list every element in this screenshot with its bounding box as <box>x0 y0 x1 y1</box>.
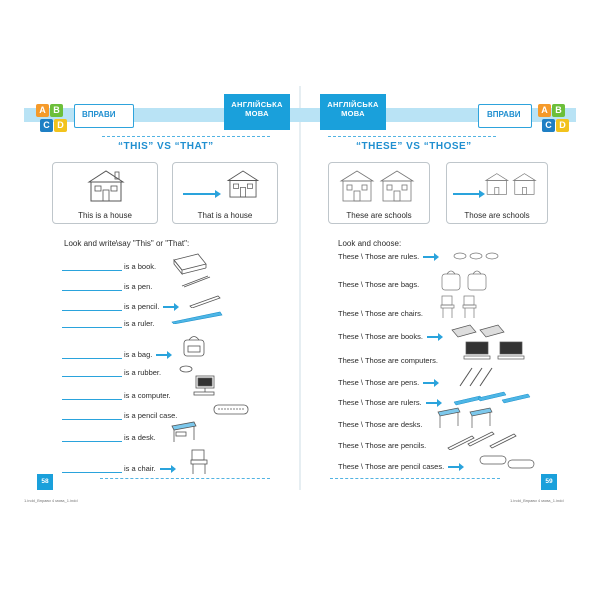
pencils-icon <box>446 430 522 450</box>
computers-icon <box>462 340 526 362</box>
card-this-caption: This is a house <box>78 211 132 220</box>
right-bottom-divider <box>330 478 500 479</box>
house-icon <box>223 168 263 200</box>
arrow-icon <box>156 354 168 356</box>
left-exercise-row: is a chair. <box>62 464 172 473</box>
right-exercise-row: These \ Those are books. <box>338 332 439 341</box>
answer-blank[interactable] <box>62 262 122 271</box>
left-exercise-row: is a rubber. <box>62 368 161 377</box>
house-icon <box>83 168 129 204</box>
right-card-these <box>328 162 430 224</box>
chair-icon <box>188 448 210 476</box>
right-page-number: 59 <box>541 474 557 490</box>
left-instruction: Look and write\say "This" or "That": <box>64 239 190 248</box>
arrow-icon <box>423 382 435 384</box>
rulers-icon <box>452 390 532 406</box>
arrow-icon <box>426 402 438 404</box>
pencil-icon <box>188 294 222 308</box>
arrow-head-icon <box>215 190 221 198</box>
left-title: “THIS” VS “THAT” <box>118 141 214 152</box>
left-bottom-divider <box>100 478 270 479</box>
left-exercise-row: is a bag. <box>62 350 168 359</box>
arrow-head-icon <box>479 190 485 198</box>
cube-a-icon: A <box>538 104 551 117</box>
right-title: “THESE” VS “THOSE” <box>356 141 472 152</box>
right-exercise-row: These \ Those are rules. <box>338 252 435 261</box>
arrow-icon <box>423 256 435 258</box>
right-exercise-row: These \ Those are chairs. <box>338 309 423 318</box>
right-exercise-row: These \ Those are rulers. <box>338 398 438 407</box>
answer-blank[interactable] <box>62 319 122 328</box>
left-exercise-row: is a pen. <box>62 282 152 291</box>
left-exercise-row: is a pencil. <box>62 302 175 311</box>
right-exercise-row: These \ Those are desks. <box>338 420 423 429</box>
arrow-icon <box>183 193 215 195</box>
bags-icon <box>440 266 492 294</box>
left-page-number: 58 <box>37 474 53 490</box>
ruler-icon <box>170 310 224 324</box>
right-exercise-row: These \ Those are pens. <box>338 378 435 387</box>
left-section-label: ВПРАВИ <box>82 110 116 119</box>
arrow-icon <box>448 466 460 468</box>
rubbers-icon <box>452 250 506 262</box>
arrow-icon <box>453 193 479 195</box>
answer-blank[interactable] <box>62 411 122 420</box>
left-exercise-row: is a desk. <box>62 433 156 442</box>
left-card-this <box>52 162 158 224</box>
pens-icon <box>458 366 494 388</box>
right-exercise-row: These \ Those are pencils. <box>338 441 427 450</box>
card-those-caption: Those are schools <box>464 211 530 220</box>
right-footer: 1.indd_Вправи 4 мова_1.indd <box>510 498 564 503</box>
left-dashed-divider <box>102 136 270 137</box>
desks-icon <box>436 406 500 430</box>
left-exercise-row: is a pencil case. <box>62 411 177 420</box>
pen-icon <box>180 274 212 288</box>
cube-b-icon: B <box>50 104 63 117</box>
book-spine <box>299 86 301 490</box>
answer-blank[interactable] <box>62 433 122 442</box>
computer-icon <box>190 374 218 398</box>
arrow-icon <box>163 306 175 308</box>
right-dashed-divider <box>328 136 496 137</box>
answer-blank[interactable] <box>62 464 122 473</box>
cube-c-icon: C <box>542 119 555 132</box>
arrow-icon <box>427 336 439 338</box>
answer-blank[interactable] <box>62 391 122 400</box>
book-icon <box>170 250 210 276</box>
books-icon <box>450 322 506 342</box>
right-instruction: Look and choose: <box>338 239 402 248</box>
right-exercise-row: These \ Those are bags. <box>338 280 420 289</box>
rubber-icon <box>178 364 194 374</box>
cube-d-icon: D <box>556 119 569 132</box>
schools-icon <box>483 167 541 201</box>
cube-b-icon: B <box>552 104 565 117</box>
answer-blank[interactable] <box>62 302 122 311</box>
left-exercise-row: is a computer. <box>62 391 171 400</box>
schools-icon <box>337 167 421 205</box>
right-subject-tab: АНГЛІЙСЬКА МОВА <box>320 94 386 130</box>
cube-a-icon: A <box>36 104 49 117</box>
pencil-cases-icon <box>478 454 538 470</box>
bag-icon <box>180 332 208 358</box>
card-these-caption: These are schools <box>346 211 412 220</box>
right-exercise-row: These \ Those are computers. <box>338 356 438 365</box>
left-footer: 1.indd_Вправи 4 мова_1.indd <box>24 498 78 503</box>
right-section-label: ВПРАВИ <box>487 110 521 119</box>
left-card-that <box>172 162 278 224</box>
desk-icon <box>168 420 198 444</box>
chairs-icon <box>440 294 496 320</box>
left-exercise-row: is a ruler. <box>62 319 154 328</box>
arrow-icon <box>160 468 172 470</box>
answer-blank[interactable] <box>62 350 122 359</box>
pencil-case-icon <box>212 402 252 416</box>
answer-blank[interactable] <box>62 368 122 377</box>
cube-d-icon: D <box>54 119 67 132</box>
left-subject-tab: АНГЛІЙСЬКА МОВА <box>224 94 290 130</box>
right-card-those <box>446 162 548 224</box>
cube-c-icon: C <box>40 119 53 132</box>
answer-blank[interactable] <box>62 282 122 291</box>
card-that-caption: That is a house <box>197 211 253 220</box>
right-exercise-row: These \ Those are pencil cases. <box>338 462 460 471</box>
left-exercise-row: is a book. <box>62 262 156 271</box>
